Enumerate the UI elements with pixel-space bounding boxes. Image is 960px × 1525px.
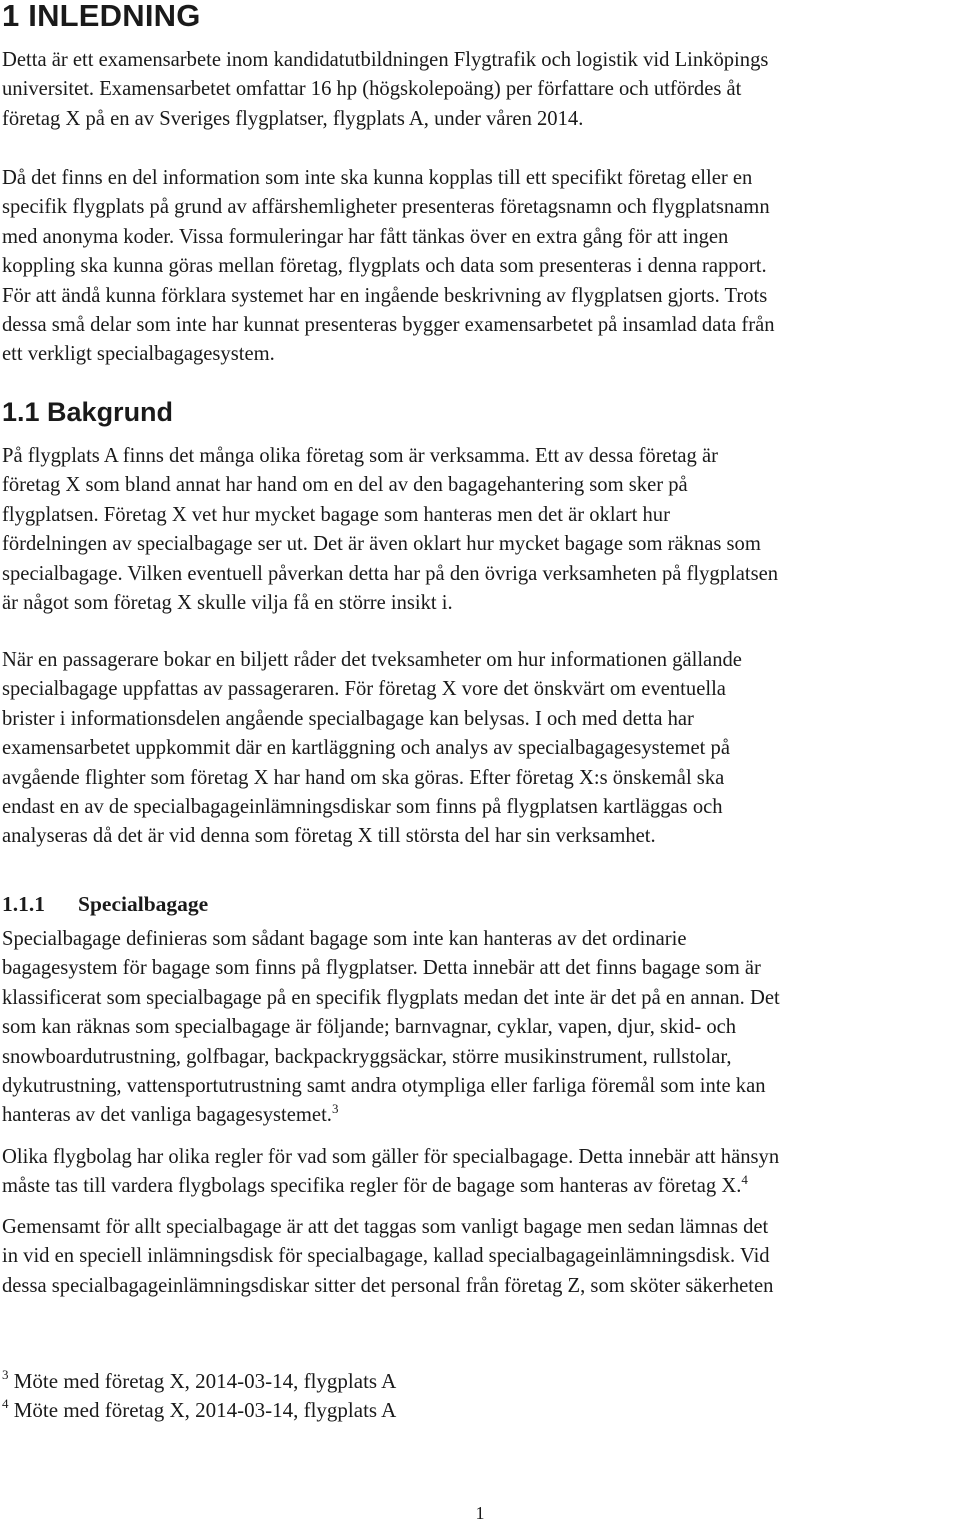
text-line: specialbagage. Vilken eventuell påverkan detta har på den övriga verksamheten på flygplatsen <box>2 562 779 585</box>
text-line: brister i informationsdelen angående specialbagage kan belysas. I och med detta har <box>2 707 694 730</box>
footnote-reference[interactable]: 4 <box>741 1172 748 1188</box>
footnote <box>2 1367 396 1396</box>
special-paragraph-3 <box>2 1213 773 1301</box>
text-line: flygplatsen. Företag X vet hur mycket bagage som hanteras men det är oklart hur <box>2 503 670 526</box>
text-line: examensarbetet uppkommit där en kartläggning och analys av specialbagagesystemet på <box>2 737 730 760</box>
text-line: Gemensamt för allt specialbagage är att det taggas som vanligt bagage men sedan lämnas det <box>2 1216 769 1238</box>
text-line: specialbagage uppfattas av passageraren. För företag X vore det önskvärt om eventuella <box>2 678 726 701</box>
text-line: På flygplats A finns det många olika företag som är verksamma. Ett av dessa företag är <box>2 445 718 467</box>
text-line: är något som företag X skulle vilja få en större insikt i. <box>2 591 453 614</box>
footnote-mark: 3 <box>2 1367 9 1382</box>
intro-paragraph <box>2 46 768 134</box>
text-line: företag X på en av Sveriges flygplatser, flygplats A, under våren 2014. <box>2 107 584 130</box>
subsection-heading <box>2 888 208 920</box>
text-fragment: måste tas till vardera flygbolags specifika regler för de bagage som hanteras av företag X. <box>2 1175 742 1198</box>
text-line: dessa små delar som inte har kunnat presenteras bygger examensarbetet på insamlad data från <box>2 313 775 336</box>
text-line: företag X som bland annat har hand om en del av den bagagehantering som sker på <box>2 474 688 497</box>
footnote-reference[interactable]: 3 <box>331 1101 339 1117</box>
footnote-text: Möte med företag X, 2014-03-14, flygplats A <box>8 1398 397 1422</box>
text-line: med anonyma koder. Vissa formuleringar har fått tänkas över en extra gång för att ingen <box>2 225 729 248</box>
special-paragraph-1 <box>2 925 780 1131</box>
text-line: universitet. Examensarbetet omfattar 16 hp (högskolepoäng) per författare och utfördes åt <box>2 78 742 101</box>
text-line: avgående flighter som företag X har hand om ska göras. Efter företag X:s önskemål ska <box>2 766 725 789</box>
chapter-heading: 1 INLEDNING <box>2 0 201 33</box>
subsection-title: Specialbagage <box>78 892 209 916</box>
text-fragment: hanteras av det vanliga bagagesystemet. <box>2 1104 332 1127</box>
text-line: klassificerat som specialbagage på en specifik flygplats medan det inte är det på en annan. Det <box>2 986 780 1009</box>
footnote-mark: 4 <box>2 1396 9 1411</box>
text-line <box>2 1172 779 1201</box>
text-line: Då det finns en del information som inte ska kunna kopplas till ett specifikt företag eller en <box>2 167 753 189</box>
text-line: När en passagerare bokar en biljett råder det tveksamheter om hur informationen gällande <box>2 649 742 671</box>
text-line: specifik flygplats på grund av affärshemligheter presenteras företagsnamn och flygplatsnamn <box>2 196 770 219</box>
text-line: Olika flygbolag har olika regler för vad som gäller för specialbagage. Detta innebär att hänsyn <box>2 1146 780 1168</box>
text-line: endast en av de specialbagageinlämningsdiskar som finns på flygplatsen kartläggas och <box>2 795 723 818</box>
background-paragraph-2 <box>2 646 742 852</box>
text-line: fördelningen av specialbagage ser ut. Det är även oklart hur mycket bagage som räknas som <box>2 533 761 556</box>
section-heading: 1.1 Bakgrund <box>2 397 174 427</box>
text-line: analyseras då det är vid denna som företag X till största del har sin verksamhet. <box>2 825 656 848</box>
text-line <box>2 1101 780 1130</box>
footnote <box>2 1396 396 1425</box>
text-line: som kan räknas som specialbagage är följande; barnvagnar, cyklar, vapen, djur, skid- och <box>2 1016 737 1039</box>
text-line: Specialbagage definieras som sådant bagage som inte kan hanteras av det ordinarie <box>2 928 687 950</box>
text-line: För att ändå kunna förklara systemet har en ingående beskrivning av flygplatsen gjorts. Trots <box>2 284 768 307</box>
background-paragraph-1 <box>2 442 778 618</box>
text-line: ett verkligt specialbagagesystem. <box>2 343 275 366</box>
subsection-number: 1.1.1 <box>2 892 45 916</box>
page-number: 1 <box>475 1503 485 1523</box>
text-line: bagagesystem för bagage som finns på flygplatser. Detta innebär att det finns bagage som är <box>2 957 761 980</box>
text-line: Detta är ett examensarbete inom kandidatutbildningen Flygtrafik och logistik vid Linköpings <box>2 49 769 71</box>
text-line: dessa specialbagageinlämningsdiskar sitter det personal från företag Z, som sköter säkerheten <box>2 1274 774 1297</box>
text-line: in vid en speciell inlämningsdisk för specialbagage, kallad specialbagageinlämningsdisk. Vid <box>2 1245 770 1268</box>
text-line: snowboardutrustning, golfbagar, backpackryggsäckar, större musikinstrument, rullstolar, <box>2 1045 732 1068</box>
text-line: koppling ska kunna göras mellan företag, flygplats och data som presenteras i denna rapport. <box>2 255 767 278</box>
anonymity-paragraph <box>2 164 775 370</box>
footnote-text: Möte med företag X, 2014-03-14, flygplats A <box>8 1369 397 1393</box>
special-paragraph-2 <box>2 1143 779 1202</box>
text-line: dykutrustning, vattensportutrustning samt andra otympliga eller farliga föremål som inte kan <box>2 1074 766 1097</box>
